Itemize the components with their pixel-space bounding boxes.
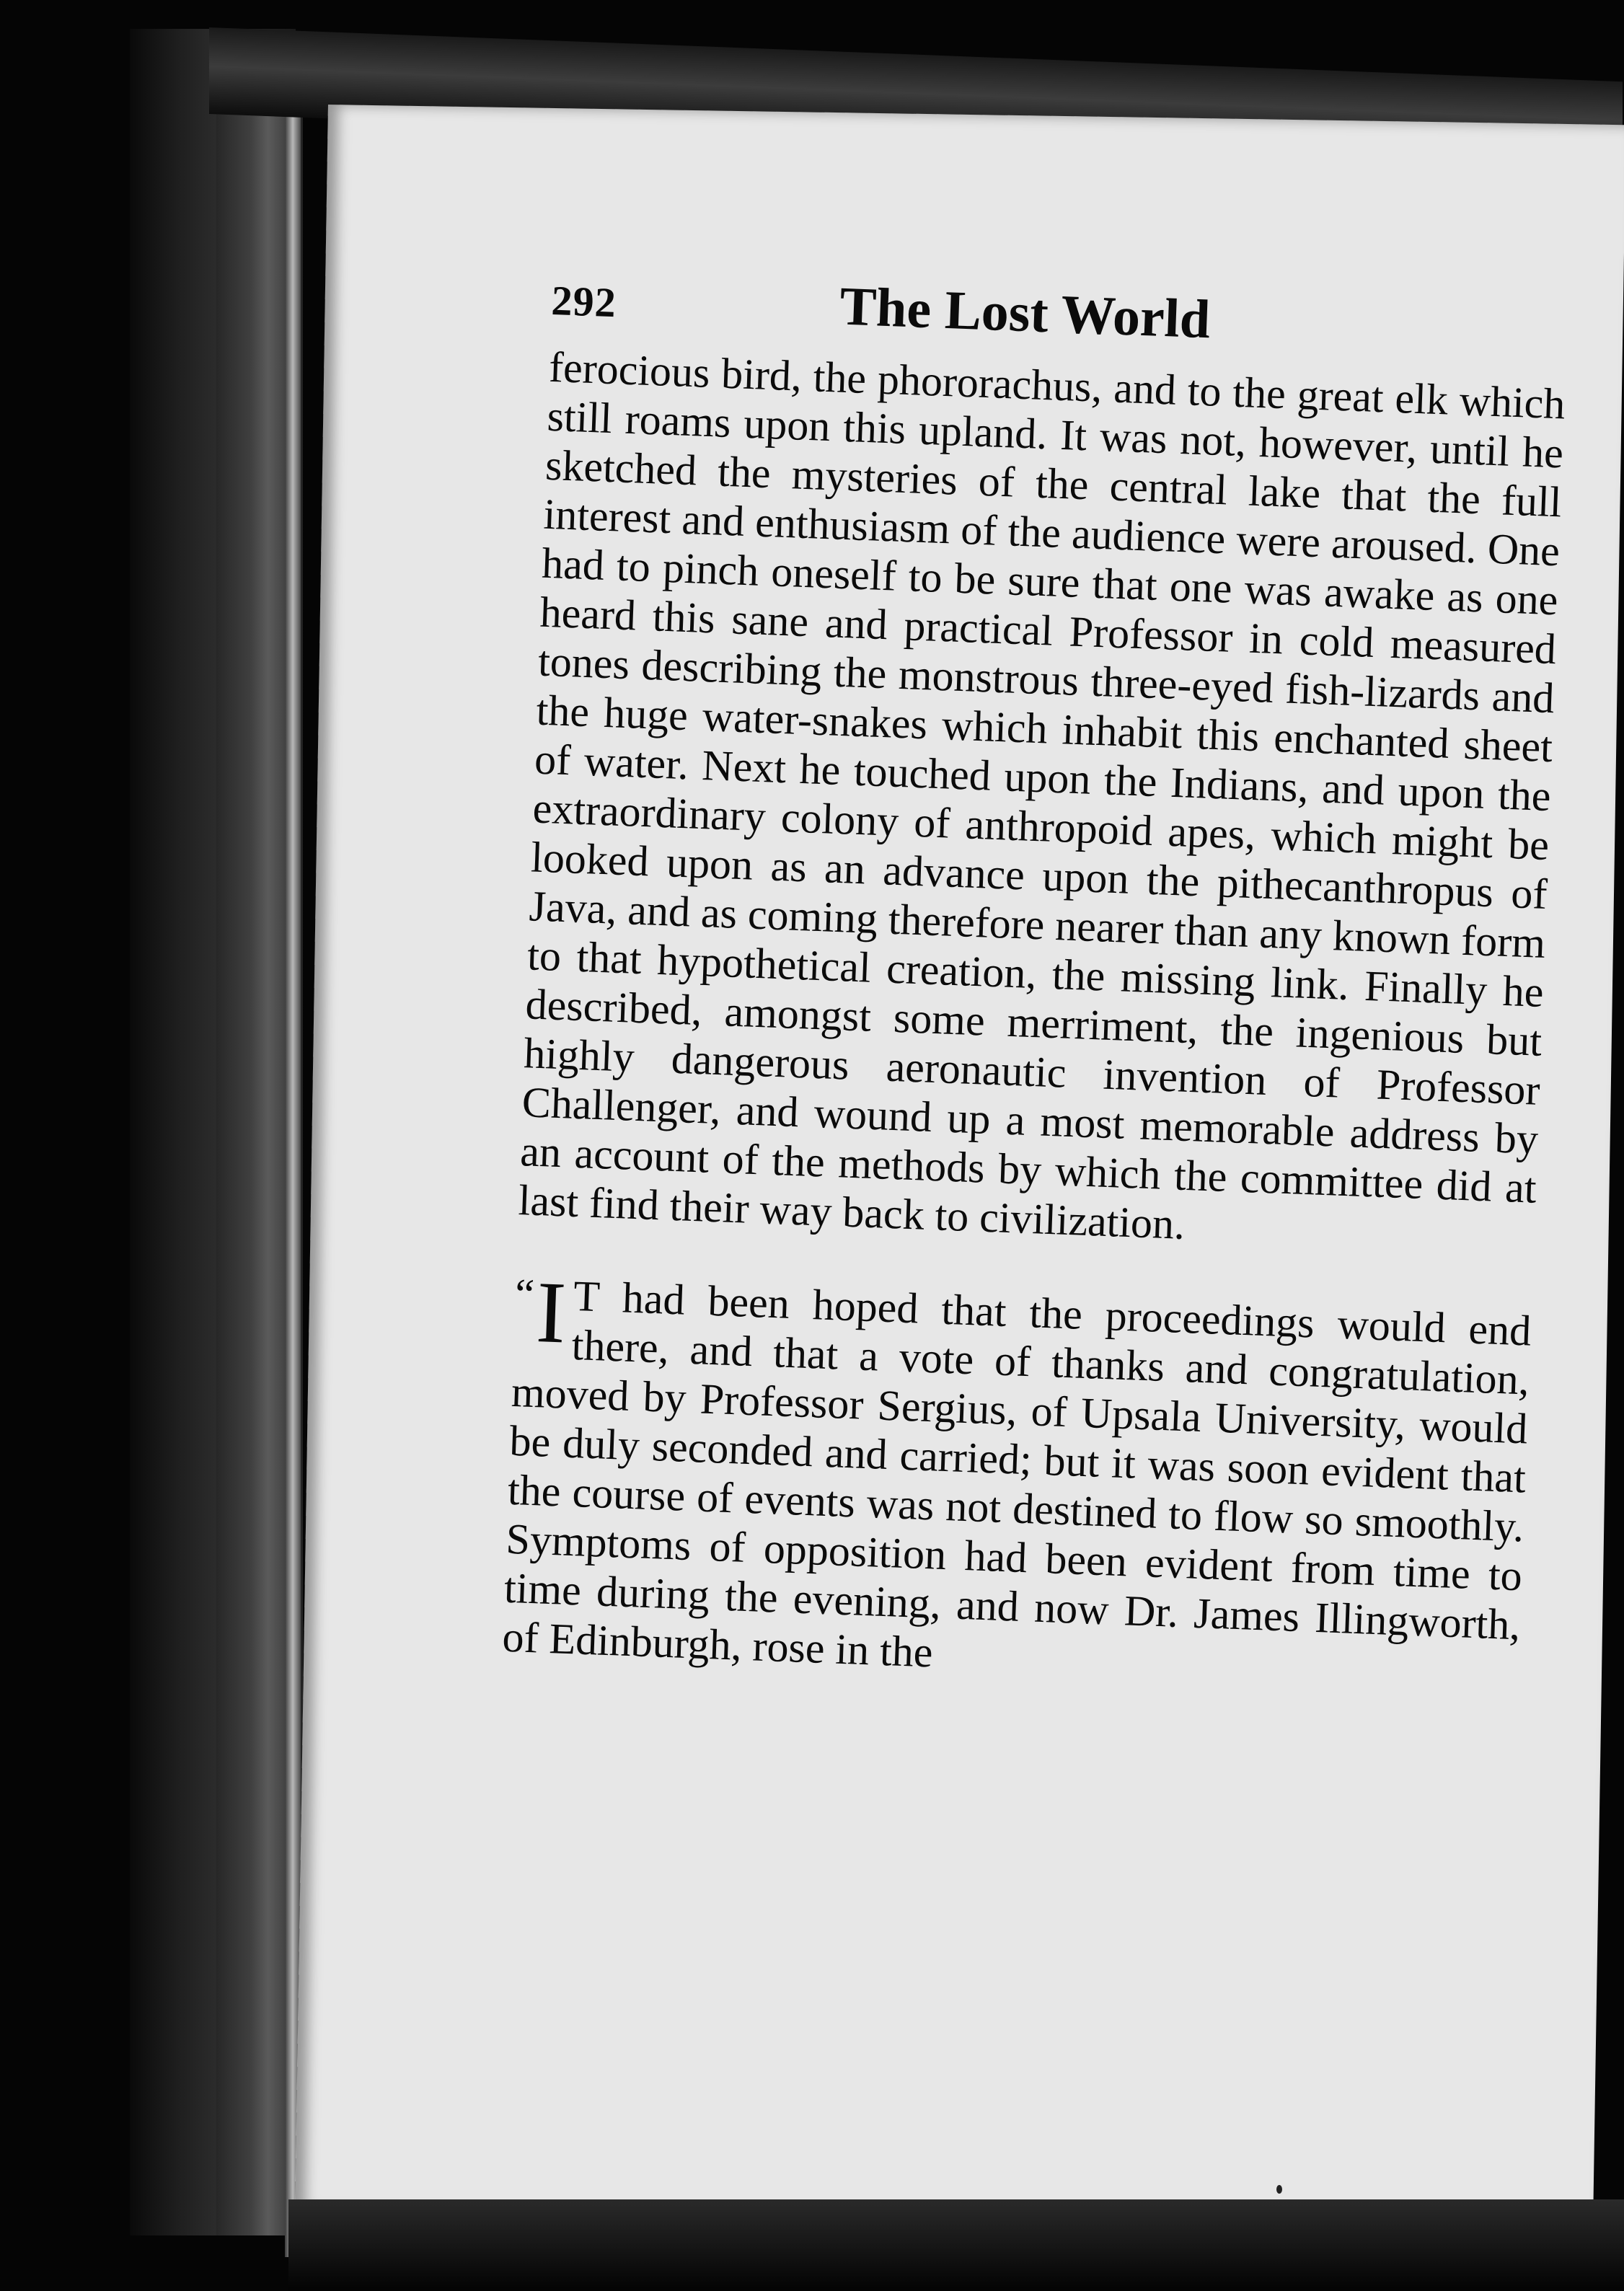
body-paragraph-2 — [501, 1263, 1532, 1698]
page-text-block — [501, 263, 1568, 1698]
running-title: The Lost World — [839, 275, 1212, 350]
body-paragraph-1: ferocious bird, the phororachus, and to the great elk which still roams upon this upland. It was not, however, until he sketched the mysteries of the central lake that the full interest and enthusiasm of the audience were aroused. One had to pinch oneself to be sure that one was awake as one heard this sane and practical Professor in cold measured tones describing the monstrous three-eyed fish-lizards and the huge water-snakes which inhabit this enchanted sheet of water. Next he touched upon the Indians, and upon the extraordinary colony of anthropoid apes, which might be looked upon as an advance upon the pithecanthropus of Java, and as coming therefore nearer than any known form to that hypothetical creation, the missing link. Finally he described, amongst some merriment, the ingenious but highly dangerous aeronautic invention of Professor Challenger, and wound up a most memorable address by an account of the methods by which the committee did at last find their way back to civilization. — [517, 343, 1566, 1248]
dust-speck — [1276, 2185, 1282, 2194]
page-gutter-edge — [285, 87, 301, 2257]
drop-cap-letter: I — [534, 1263, 568, 1362]
page-bottom-shadow — [288, 2199, 1624, 2291]
page-number: 292 — [550, 276, 617, 327]
body-paragraph-2-text: T had been hoped that the proceedings would end there, and that a vote of thanks and congratulation, moved by Professor Sergius, of Upsala University, would be duly seconded and carried; but it was soon evident that the course of events was not destined to flow so smoothly. Symptoms of opposition had been evident from time to time during the evening, and now Dr. James Illingworth, of Edinburgh, rose in the — [501, 1271, 1532, 1677]
book-page — [295, 105, 1624, 2230]
opening-quote-mark: “ — [513, 1269, 536, 1318]
